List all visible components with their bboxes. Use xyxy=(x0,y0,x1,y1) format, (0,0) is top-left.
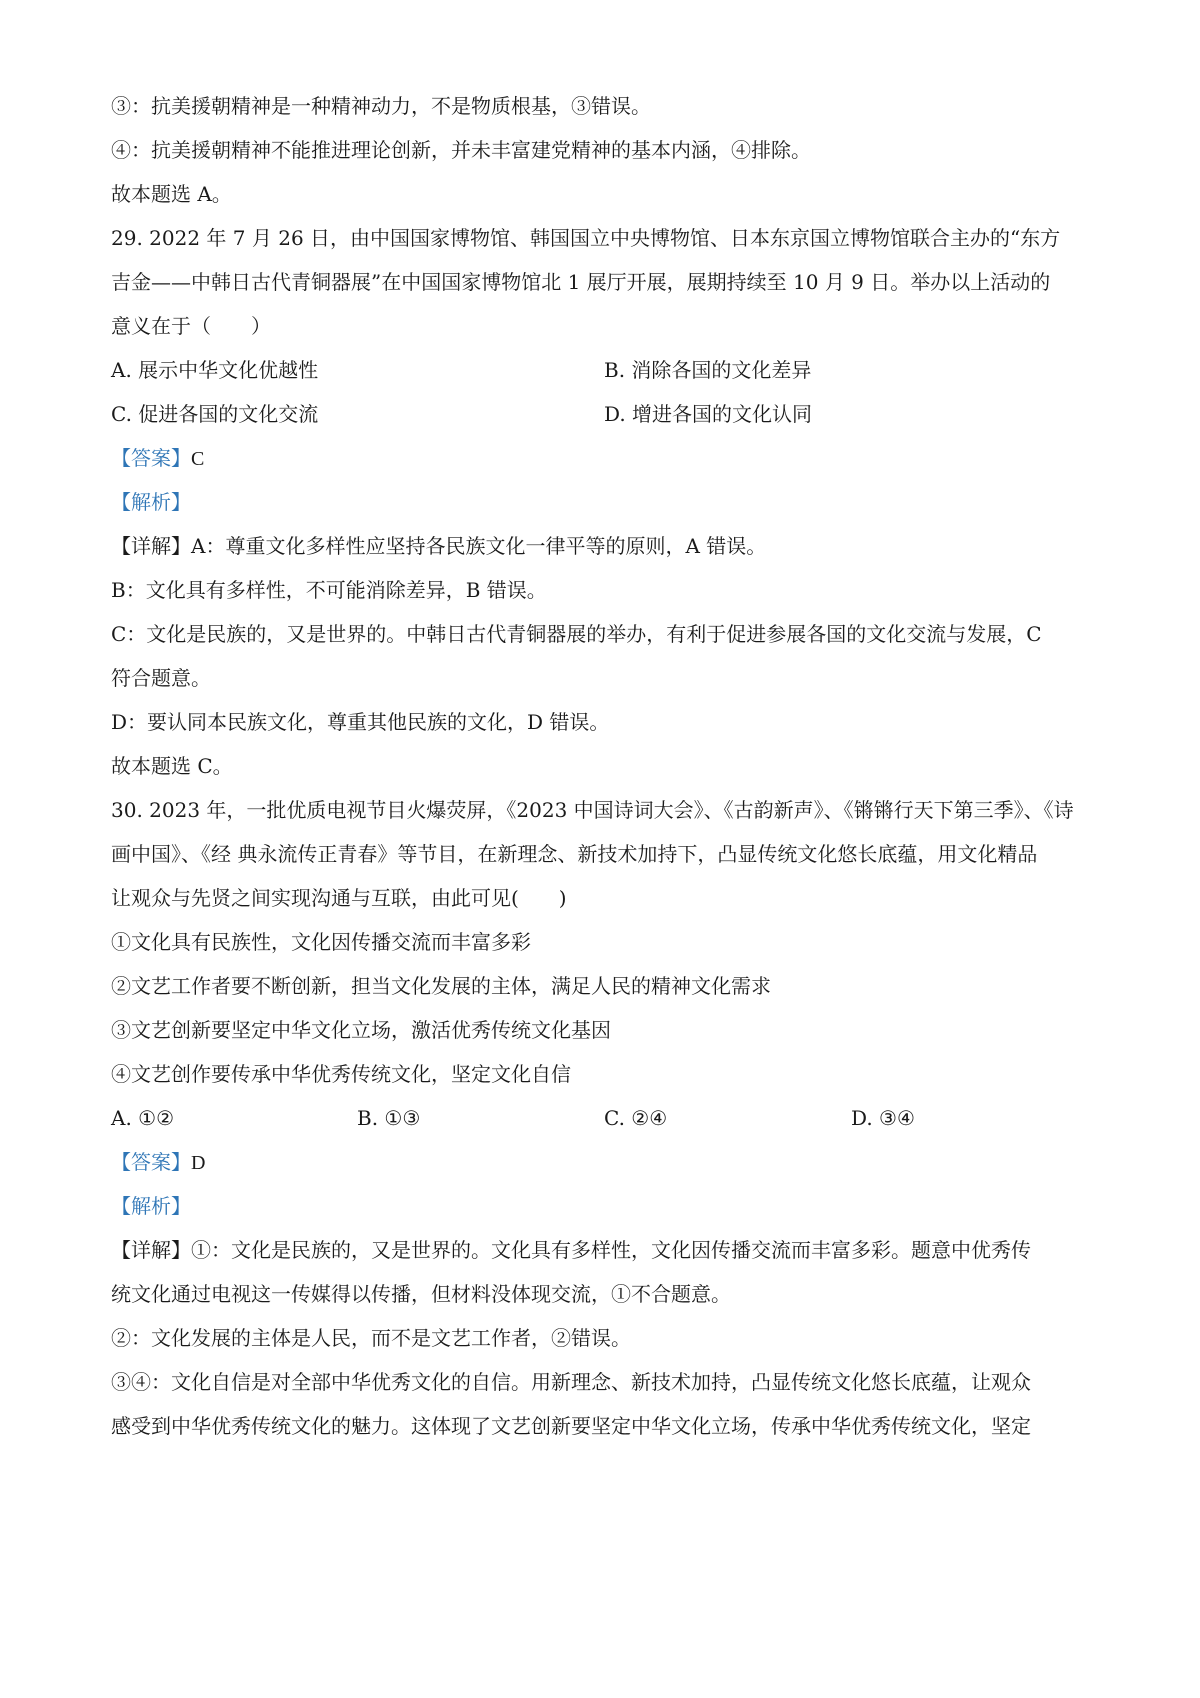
q30-answer xyxy=(111,1148,205,1177)
q29-option-b: B. 消除各国的文化差异 xyxy=(604,358,812,382)
detail-text: A：尊重文化多样性应坚持各民族文化一律平等的原则，A 错误。 xyxy=(191,534,767,558)
q30-detail-1a xyxy=(111,1236,1031,1264)
q29-detail-d: D：要认同本民族文化，尊重其他民族的文化，D 错误。 xyxy=(111,710,610,734)
q30-stem-line-1: 30. 2023 年，一批优质电视节目火爆荧屏，《2023 中国诗词大会》、《古韵新声》、《锵锵行天下第三季》、《诗 xyxy=(111,798,1074,822)
q29-stem-line-3: 意义在于（ ） xyxy=(111,314,271,338)
q29-detail-c-1: C：文化是民族的，又是世界的。中韩日古代青铜器展的举办，有利于促进参展各国的文化交流与发展，C xyxy=(111,622,1042,646)
q30-option-c: C. ②④ xyxy=(604,1106,668,1130)
q29-analysis-heading xyxy=(111,488,191,516)
answer-value: D xyxy=(191,1152,206,1174)
q29-answer xyxy=(111,444,204,473)
q29-conclusion: 故本题选 C。 xyxy=(111,754,233,778)
q30-analysis-heading xyxy=(111,1192,191,1220)
q29-detail-b: B：文化具有多样性，不可能消除差异，B 错误。 xyxy=(111,578,547,602)
q30-detail-2: ②：文化发展的主体是人民，而不是文艺工作者，②错误。 xyxy=(111,1326,631,1350)
q29-stem-line-2: 吉金——中韩日古代青铜器展”在中国国家博物馆北 1 展厅开展，展期持续至 10 月 9 日。举办以上活动的 xyxy=(111,270,1051,294)
analysis-tag: 【解析】 xyxy=(111,1194,191,1218)
q29-option-d: D. 增进各国的文化认同 xyxy=(604,402,813,426)
q30-option-b: B. ①③ xyxy=(357,1106,421,1130)
answer-tag: 【答案】 xyxy=(111,1150,191,1174)
q29-stem-line-1: 29. 2022 年 7 月 26 日，由中国国家博物馆、韩国国立中央博物馆、日本东京国立博物馆联合主办的“东方 xyxy=(111,226,1061,250)
q28-analysis-3: ③：抗美援朝精神是一种精神动力，不是物质根基，③错误。 xyxy=(111,94,651,118)
q29-option-a: A. 展示中华文化优越性 xyxy=(111,358,319,382)
q29-detail-c-2: 符合题意。 xyxy=(111,666,211,690)
detail-tag: 【详解】 xyxy=(111,1238,191,1262)
q30-statement-1: ①文化具有民族性，文化因传播交流而丰富多彩 xyxy=(111,930,531,954)
detail-tag: 【详解】 xyxy=(111,534,191,558)
q30-statement-3: ③文艺创新要坚定中华文化立场，激活优秀传统文化基因 xyxy=(111,1018,611,1042)
answer-value: C xyxy=(191,448,205,470)
q30-statement-4: ④文艺创作要传承中华优秀传统文化，坚定文化自信 xyxy=(111,1062,571,1086)
q30-detail-34a: ③④：文化自信是对全部中华优秀文化的自信。用新理念、新技术加持，凸显传统文化悠长底蕴，让观众 xyxy=(111,1370,1031,1394)
q30-option-a: A. ①② xyxy=(111,1106,175,1130)
answer-tag: 【答案】 xyxy=(111,446,191,470)
q30-detail-34b: 感受到中华优秀传统文化的魅力。这体现了文艺创新要坚定中华文化立场，传承中华优秀传统文化，坚定 xyxy=(111,1414,1031,1438)
q30-option-d: D. ③④ xyxy=(851,1106,915,1130)
q28-analysis-4: ④：抗美援朝精神不能推进理论创新，并未丰富建党精神的基本内涵，④排除。 xyxy=(111,138,811,162)
q30-stem-line-2: 画中国》、《经 典永流传正青春》等节目，在新理念、新技术加持下，凸显传统文化悠长底蕴，用文化精品 xyxy=(111,842,1038,866)
q29-option-c: C. 促进各国的文化交流 xyxy=(111,402,319,426)
detail-text: ①：文化是民族的，又是世界的。文化具有多样性，文化因传播交流而丰富多彩。题意中优秀传 xyxy=(191,1238,1031,1262)
q29-detail-a xyxy=(111,532,766,560)
q30-detail-1b: 统文化通过电视这一传媒得以传播，但材料没体现交流，①不合题意。 xyxy=(111,1282,731,1306)
q28-conclusion: 故本题选 A。 xyxy=(111,182,232,206)
analysis-tag: 【解析】 xyxy=(111,490,191,514)
q30-statement-2: ②文艺工作者要不断创新，担当文化发展的主体，满足人民的精神文化需求 xyxy=(111,974,771,998)
q30-stem-line-3: 让观众与先贤之间实现沟通与互联，由此可见( ) xyxy=(111,886,567,910)
